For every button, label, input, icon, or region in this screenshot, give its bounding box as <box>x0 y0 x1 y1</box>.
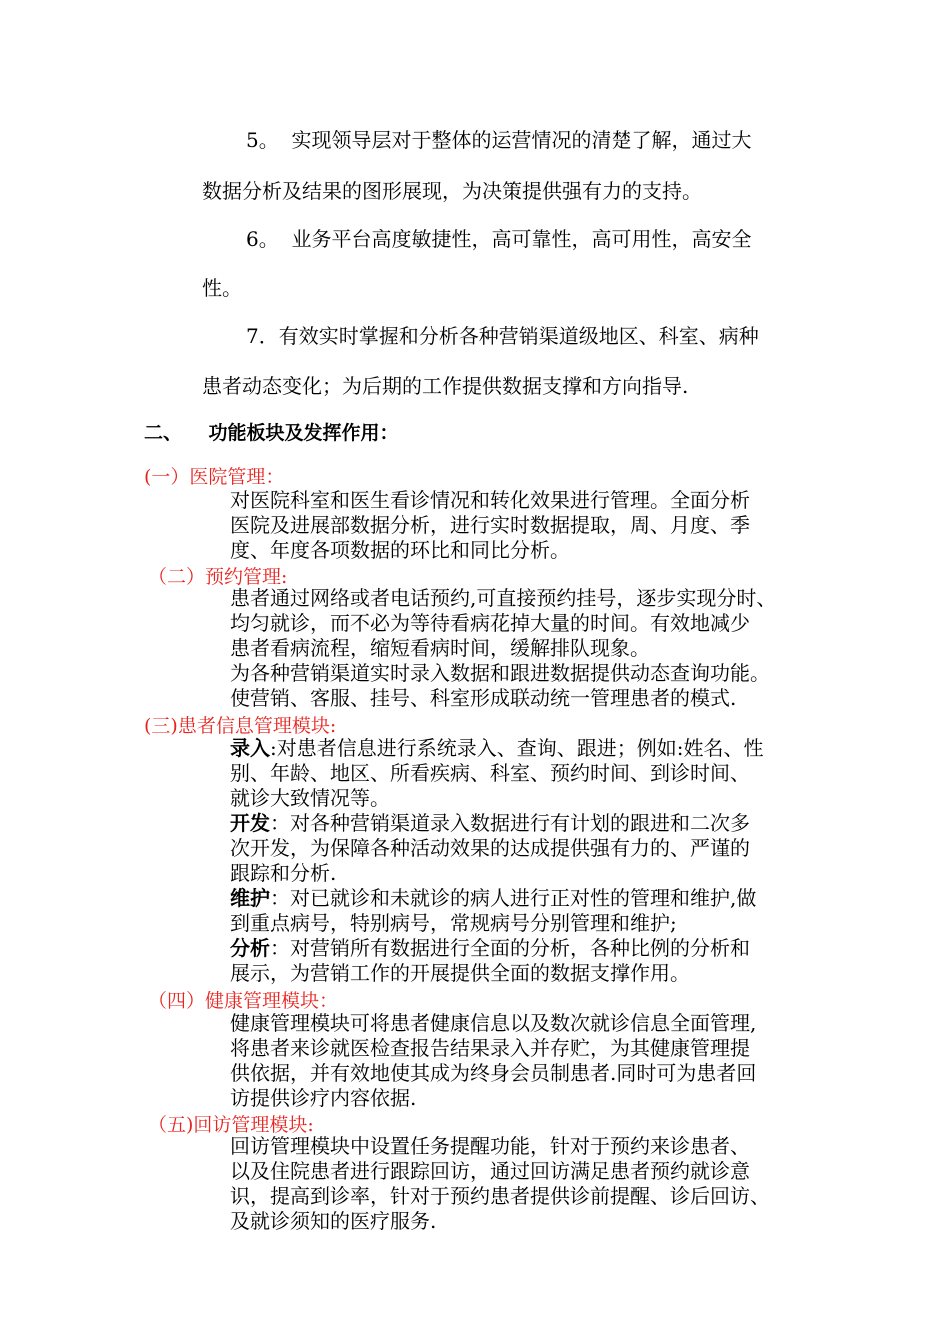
section-heading-number: 二、 <box>144 422 183 444</box>
item-text: ：对已就诊和未就诊的病人进行正对性的管理和维护,做 <box>270 886 757 910</box>
paragraph-line: 使营销、客服、挂号、科室形成联动统一管理患者的模式. <box>230 686 737 710</box>
intro-5-number: 5。 <box>246 128 279 152</box>
section-heading-title: 功能板块及发挥作用： <box>208 422 399 444</box>
paragraph-line: 识，提高到诊率，针对于预约患者提供诊前提醒、诊后回访、 <box>230 1184 770 1208</box>
intro-6-number: 6。 <box>246 227 279 251</box>
item-maintain-line-1 <box>230 886 763 911</box>
item-text: ：对营销所有数据进行全面的分析，各种比例的分析和 <box>270 936 750 960</box>
module-patient-info-title: (三)患者信息管理模块: <box>144 715 337 737</box>
intro-7-number: 7． <box>246 324 279 348</box>
paragraph-line: 健康管理模块可将患者健康信息以及数次就诊信息全面管理, <box>230 1011 757 1035</box>
intro-7-line-1 <box>246 320 759 349</box>
intro-5-text: 实现领导层对于整体的运营情况的清楚了解，通过大 <box>291 128 752 152</box>
paragraph-line: 以及住院患者进行跟踪回访，通过回访满足患者预约就诊意 <box>230 1159 750 1183</box>
module-followup-body <box>230 1134 770 1234</box>
paragraph-line: 及就诊须知的医疗服务. <box>230 1209 437 1233</box>
paragraph-line: 对医院科室和医生看诊情况和转化效果进行管理。全面分析 <box>230 488 750 512</box>
item-develop-label: 开发 <box>230 811 270 835</box>
item-text: ：对各种营销渠道录入数据进行有计划的跟进和二次多 <box>270 811 750 835</box>
paragraph-line: 回访管理模块中设置任务提醒功能，针对于预约来诊患者、 <box>230 1134 750 1158</box>
paragraph-line: 就诊大致情况等。 <box>230 786 390 810</box>
paragraph-line: 患者通过网络或者电话预约,可直接预约挂号，逐步实现分时、 <box>230 586 777 610</box>
item-develop-line-1 <box>230 811 763 836</box>
intro-7-line-2: 患者动态变化；为后期的工作提供数据支撑和方向指导. <box>202 374 689 398</box>
module-hospital-title: (一）医院管理： <box>144 466 285 488</box>
module-followup-title: （五)回访管理模块: <box>148 1114 314 1136</box>
paragraph-line: 展示，为营销工作的开展提供全面的数据支撑作用。 <box>230 961 690 985</box>
item-entry-line-1 <box>230 736 763 761</box>
paragraph-line: 别、年龄、地区、所看疾病、科室、预约时间、到诊时间、 <box>230 761 750 785</box>
item-analysis-label: 分析 <box>230 936 270 960</box>
item-entry-label: 录入 <box>230 736 270 760</box>
intro-7-text: 有效实时掌握和分析各种营销渠道级地区、科室、病种 <box>278 324 759 348</box>
intro-6-line-1 <box>246 223 751 252</box>
intro-5-line-1 <box>246 124 751 153</box>
paragraph-line: 次开发，为保障各种活动效果的达成提供强有力的、严谨的 <box>230 836 750 860</box>
paragraph-line: 医院及进展部数据分析，进行实时数据提取，周、月度、季 <box>230 513 750 537</box>
item-maintain-label: 维护 <box>230 886 270 910</box>
paragraph-line: 访提供诊疗内容依据. <box>230 1086 417 1110</box>
intro-5-line-2: 数据分析及结果的图形展现，为决策提供强有力的支持。 <box>202 179 702 203</box>
module-hospital-body <box>230 488 750 563</box>
paragraph-line: 将患者来诊就医检查报告结果录入并存贮，为其健康管理提 <box>230 1036 750 1060</box>
paragraph-line: 度、年度各项数据的环比和同比分析。 <box>230 538 570 562</box>
section-heading <box>144 418 399 445</box>
paragraph-line: 均匀就诊，而不必为等待看病花掉大量的时间。有效地减少 <box>230 611 750 635</box>
paragraph-line: 患者看病流程，缩短看病时间，缓解排队现象。 <box>230 636 650 660</box>
module-appointment-title: （二）预约管理: <box>148 566 288 588</box>
intro-6-text: 业务平台高度敏捷性，高可靠性，高可用性，高安全 <box>291 227 752 251</box>
paragraph-line: 跟踪和分析. <box>230 861 337 885</box>
module-health-title: （四）健康管理模块： <box>148 990 339 1012</box>
paragraph-line: 供依据，并有效地使其成为终身会员制患者.同时可为患者回 <box>230 1061 757 1085</box>
item-text: :对患者信息进行系统录入、查询、跟进；例如:姓名、性 <box>270 736 764 760</box>
intro-6-line-2: 性。 <box>202 276 242 300</box>
paragraph-line: 为各种营销渠道实时录入数据和跟进数据提供动态查询功能。 <box>230 661 770 685</box>
paragraph-line: 到重点病号，特别病号，常规病号分别管理和维护; <box>230 911 677 935</box>
module-patient-info-body <box>230 736 763 986</box>
item-analysis-line-1 <box>230 936 763 961</box>
module-health-body <box>230 1011 756 1111</box>
module-appointment-body <box>230 586 776 711</box>
